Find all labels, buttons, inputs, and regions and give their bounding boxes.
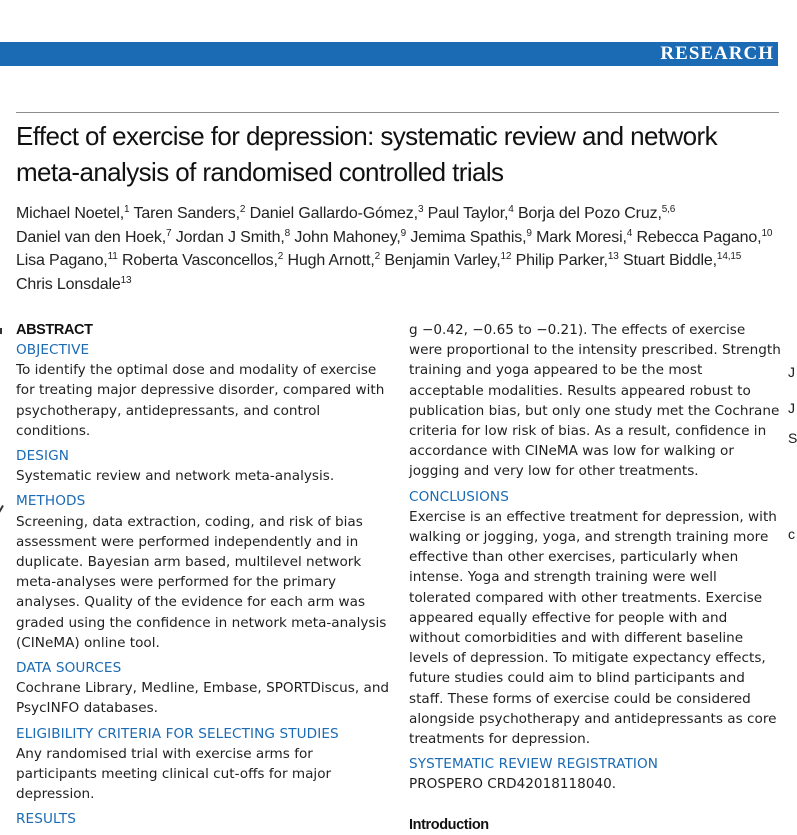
affiliation-marker: 13 [120,274,132,286]
margin-mark [0,328,2,334]
author-name: Borja del Pozo Cruz,$^{5,6}$ [518,204,676,222]
registration-text: PROSPERO CRD42018118040. [409,776,617,793]
author-name: Mark Moresi,$^4$ [536,227,633,246]
title-divider [16,112,779,113]
edge-fragment: J [788,364,795,380]
author-name: Lisa Pagano,$^{11}$ [16,251,118,269]
affiliation-marker: 1 [124,204,130,215]
article-title: Effect of exercise for depression: systematic review and network meta-analysis of randomised controlled trials [16,121,718,187]
design-text: Systematic review and network meta-analysis. [16,468,335,485]
author-name: Daniel Gallardo-Gómez,$^3$ [249,204,424,222]
eligibility-text: Any randomised trial with exercise arms for participants meeting clinical cut-offs for major depression. [16,745,332,803]
data-sources-heading: DATA SOURCES [16,660,122,677]
section-label: RESEARCH [660,43,774,64]
registration-heading: SYSTEMATIC REVIEW REGISTRATION [409,756,659,773]
author-name: Jordan J Smith,$^8$ [175,227,291,246]
affiliation-marker: 14,15 [716,251,742,262]
results-text-continued: g −0.42, −0.65 to −0.21). The effects of exercise were proportional to the intensity prescribed. Strength training and yoga appeared to be the most acceptable modalities. Results appeared robust to publication bias, but only one study met the Cochrane criteria for low risk of bias. As a result, confidence in accordance with CINeMA was low for walking or jogging and very low for other treatments. [409,322,781,480]
author-name: Roberta Vasconcellos,$^2$ [122,251,284,269]
affiliation-marker: 10 [761,227,773,239]
author-name: Daniel van den Hoek,$^7$ [16,227,172,246]
data-sources-text: Cochrane Library, Medline, Embase, SPORTDiscus, and PsycINFO databases. [16,680,390,717]
author-name: John Mahoney,$^9$ [294,227,407,246]
affiliation-marker: 5,6 [661,204,676,215]
affiliation-marker: 4 [508,204,514,215]
affiliation-marker: 9 [526,227,532,239]
edge-fragment: S [788,430,797,446]
affiliation-marker: 3 [417,204,424,215]
author-name: Chris Lonsdale$^{13}$ [16,274,132,293]
affiliation-marker: 2 [239,204,246,215]
author-name: Michael Noetel,$^1$ [16,204,130,222]
affiliation-marker: 13 [607,251,619,262]
affiliation-marker: 2 [277,251,284,262]
edge-fragment: c [788,526,795,542]
methods-text: Screening, data extraction, coding, and risk of bias assessment were performed independently and in duplicate. Bayesian arm based, multilevel network meta-analyses were performed for the primary analyses. Quality of the evidence for each arm was graded using the confidence in network meta-analysis (CINeMA) online tool. [16,513,387,651]
author-name: Philip Parker,$^{13}$ [515,251,619,269]
abstract-left-column [16,320,390,830]
section-banner [0,42,778,66]
results-heading: RESULTS [16,811,76,828]
design-heading: DESIGN [16,448,69,465]
author-name: Taren Sanders,$^2$ [133,204,246,222]
abstract-heading: ABSTRACT [16,322,93,338]
author-name: Paul Taylor,$^4$ [427,204,514,222]
author-list [16,202,782,296]
author-name: Stuart Biddle,$^{14,15}$ [622,251,742,269]
objective-text: To identify the optimal dose and modality of exercise for treating major depressive disorder, compared with psychotherapy, antidepressants, and control conditions. [16,362,385,439]
conclusions-heading: CONCLUSIONS [409,488,509,505]
abstract-right-column [409,320,781,835]
author-name: Benjamin Varley,$^{12}$ [384,251,512,269]
affiliation-marker: 12 [500,251,512,262]
author-name: Hugh Arnott,$^2$ [287,251,381,269]
affiliation-marker: 11 [107,251,118,262]
eligibility-heading: ELIGIBILITY CRITERIA FOR SELECTING STUDIES [16,725,339,742]
affiliation-marker: 7 [166,227,172,239]
author-name: Jemima Spathis,$^9$ [410,227,532,246]
affiliation-marker: 9 [400,227,407,239]
introduction-heading: Introduction [409,816,489,833]
author-name: Rebecca Pagano,$^{10}$ [636,227,773,246]
conclusions-text: Exercise is an effective treatment for depression, with walking or jogging, yoga, and strength training more effective than other exercises, particularly when intense. Yoga and strength training were well tolerated compared with other treatments. Exercise appeared equally effective for people with and without comorbidities and with different baseline levels of depression. To mitigate expectancy effects, future studies could aim to blind participants and staff. These forms of exercise could be considered alongside psychotherapy and antidepressants as core treatments for depression. [409,508,777,748]
objective-heading: OBJECTIVE [16,342,90,358]
methods-heading: METHODS [16,493,86,510]
edge-fragment: J [788,400,795,416]
affiliation-marker: 2 [374,251,381,262]
affiliation-marker: 8 [284,227,291,239]
margin-mark [0,505,4,513]
affiliation-marker: 4 [626,227,633,239]
